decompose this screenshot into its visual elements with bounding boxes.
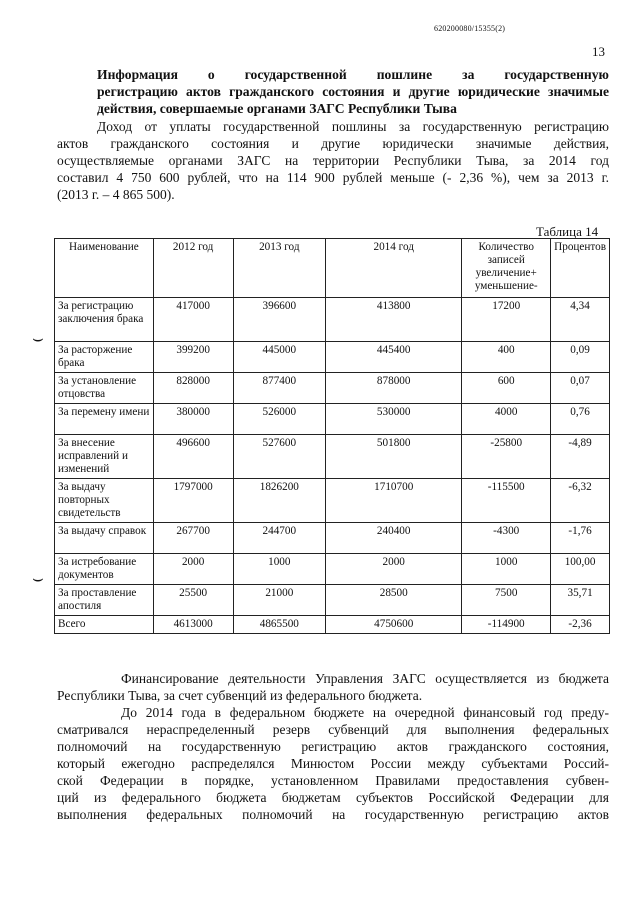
margin-check-mark: ⌣ xyxy=(32,568,44,588)
title-line-2: регистрацию актов гражданского состояния и другие юридические значимые xyxy=(97,84,609,99)
page-number: 13 xyxy=(592,44,605,59)
cell-percent: -4,89 xyxy=(551,435,610,479)
cell-change: 400 xyxy=(462,342,551,373)
section-title xyxy=(97,66,609,117)
title-word: пошлине xyxy=(376,67,433,82)
cell-change: -25800 xyxy=(462,435,551,479)
cell-2012: 25500 xyxy=(153,585,233,616)
table-caption: Таблица 14 xyxy=(536,224,599,239)
text-line: ций из федерального бюджета бюджетам субъектов Российской Федерации для xyxy=(57,790,609,805)
cell-2012: 2000 xyxy=(153,554,233,585)
row-name: За истребование документов xyxy=(55,554,154,585)
cell-2014: 1710700 xyxy=(326,479,462,523)
cell-2012: 828000 xyxy=(153,373,233,404)
cell-percent: -6,32 xyxy=(551,479,610,523)
text-line: (2013 г. – 4 865 500). xyxy=(57,187,175,202)
table-row xyxy=(55,404,610,435)
cell-2013: 1000 xyxy=(233,554,326,585)
table-row xyxy=(55,523,610,554)
row-name: За перемену имени xyxy=(55,404,154,435)
cell-2014: 240400 xyxy=(326,523,462,554)
row-name: За внесение исправлений и изменений xyxy=(55,435,154,479)
table-total-row xyxy=(55,616,610,634)
table-header-row xyxy=(55,239,610,298)
cell-percent: 35,71 xyxy=(551,585,610,616)
row-name: За выдачу справок xyxy=(55,523,154,554)
title-word: государственную xyxy=(504,67,609,82)
cell-2012: 496600 xyxy=(153,435,233,479)
table-row xyxy=(55,585,610,616)
header-percent: Процентов xyxy=(551,239,610,298)
cell-change: 17200 xyxy=(462,298,551,342)
text-line: осуществляемые органами ЗАГС на территории Республики Тыва, за 2014 год xyxy=(57,153,609,168)
cell-2014: 878000 xyxy=(326,373,462,404)
cell-2013: 527600 xyxy=(233,435,326,479)
cell-2013: 445000 xyxy=(233,342,326,373)
table-row xyxy=(55,554,610,585)
row-name: За установление отцовства xyxy=(55,373,154,404)
cell-percent: -1,76 xyxy=(551,523,610,554)
text-line: Республики Тыва, за счет субвенций из федерального бюджета. xyxy=(57,688,423,703)
cell-2012: 267700 xyxy=(153,523,233,554)
cell-2013: 244700 xyxy=(233,523,326,554)
cell-2014: 413800 xyxy=(326,298,462,342)
title-word: государственной xyxy=(244,67,347,82)
margin-check-mark: ⌣ xyxy=(32,328,44,348)
cell-percent: 4,34 xyxy=(551,298,610,342)
text-line: который ежегодно распределялся Минюстом России между субъектами Россий- xyxy=(57,756,609,771)
cell-2014: 445400 xyxy=(326,342,462,373)
cell-2014: 501800 xyxy=(326,435,462,479)
cell-percent: -2,36 xyxy=(551,616,610,634)
row-name: За расторжение брака xyxy=(55,342,154,373)
cell-2013: 526000 xyxy=(233,404,326,435)
cell-change: -4300 xyxy=(462,523,551,554)
row-name: За регистрацию заключения брака xyxy=(55,298,154,342)
text-line: полномочий на государственную регистрацию актов гражданского состояния, xyxy=(57,739,609,754)
cell-2012: 1797000 xyxy=(153,479,233,523)
row-name: Всего xyxy=(55,616,154,634)
cell-2014: 4750600 xyxy=(326,616,462,634)
fee-table xyxy=(54,238,610,634)
text-line: Доход от уплаты государственной пошлины за государственную регистрацию xyxy=(97,119,609,134)
title-word: за xyxy=(462,67,475,82)
cell-percent: 0,09 xyxy=(551,342,610,373)
cell-2014: 2000 xyxy=(326,554,462,585)
cell-2013: 396600 xyxy=(233,298,326,342)
header-2012: 2012 год xyxy=(153,239,233,298)
text-line: ской Федерации в порядке, установленном Правилами предоставления субвен- xyxy=(57,773,609,788)
cell-change: 1000 xyxy=(462,554,551,585)
cell-change: 7500 xyxy=(462,585,551,616)
cell-2012: 4613000 xyxy=(153,616,233,634)
cell-2013: 21000 xyxy=(233,585,326,616)
table-row xyxy=(55,298,610,342)
text-line: выполнения федеральных полномочий на государственную регистрацию актов xyxy=(57,807,609,822)
table-row xyxy=(55,373,610,404)
cell-2012: 380000 xyxy=(153,404,233,435)
cell-change: -115500 xyxy=(462,479,551,523)
cell-2014: 28500 xyxy=(326,585,462,616)
text-line: актов гражданского состояния и другие юридически значимые действия, xyxy=(57,136,609,151)
cell-percent: 0,07 xyxy=(551,373,610,404)
cell-percent: 100,00 xyxy=(551,554,610,585)
document-id: 620200080/15355(2) xyxy=(434,24,506,33)
table-row xyxy=(55,479,610,523)
financing-paragraph xyxy=(57,670,609,704)
cell-2012: 399200 xyxy=(153,342,233,373)
title-word: Информация xyxy=(97,67,178,82)
cell-2013: 4865500 xyxy=(233,616,326,634)
header-2013: 2013 год xyxy=(233,239,326,298)
intro-paragraph xyxy=(57,118,609,203)
header-2014: 2014 год xyxy=(326,239,462,298)
table-row xyxy=(55,435,610,479)
cell-change: -114900 xyxy=(462,616,551,634)
row-name: За проставление апостиля xyxy=(55,585,154,616)
text-line: Финансирование деятельности Управления ЗАГС осуществляется из бюджета xyxy=(121,671,609,686)
row-name: За выдачу повторных свидетельств xyxy=(55,479,154,523)
cell-change: 600 xyxy=(462,373,551,404)
cell-percent: 0,76 xyxy=(551,404,610,435)
header-change: Количество записей увеличение+ уменьшение- xyxy=(462,239,551,298)
reserve-paragraph xyxy=(57,704,609,823)
cell-change: 4000 xyxy=(462,404,551,435)
cell-2013: 1826200 xyxy=(233,479,326,523)
cell-2012: 417000 xyxy=(153,298,233,342)
title-word: о xyxy=(207,67,215,82)
text-line: До 2014 года в федеральном бюджете на очередной финансовый год преду- xyxy=(121,705,609,720)
title-line-1 xyxy=(97,66,609,83)
table-row xyxy=(55,342,610,373)
header-name: Наименование xyxy=(55,239,154,298)
text-line: составил 4 750 600 рублей, что на 114 900 рублей меньше (- 2,36 %), чем за 2013 г. xyxy=(57,170,609,185)
cell-2014: 530000 xyxy=(326,404,462,435)
title-line-3: действия, совершаемые органами ЗАГС Республики Тыва xyxy=(97,101,457,116)
cell-2013: 877400 xyxy=(233,373,326,404)
text-line: сматривался нераспределенный резерв субвенций для выполнения федеральных xyxy=(57,722,609,737)
